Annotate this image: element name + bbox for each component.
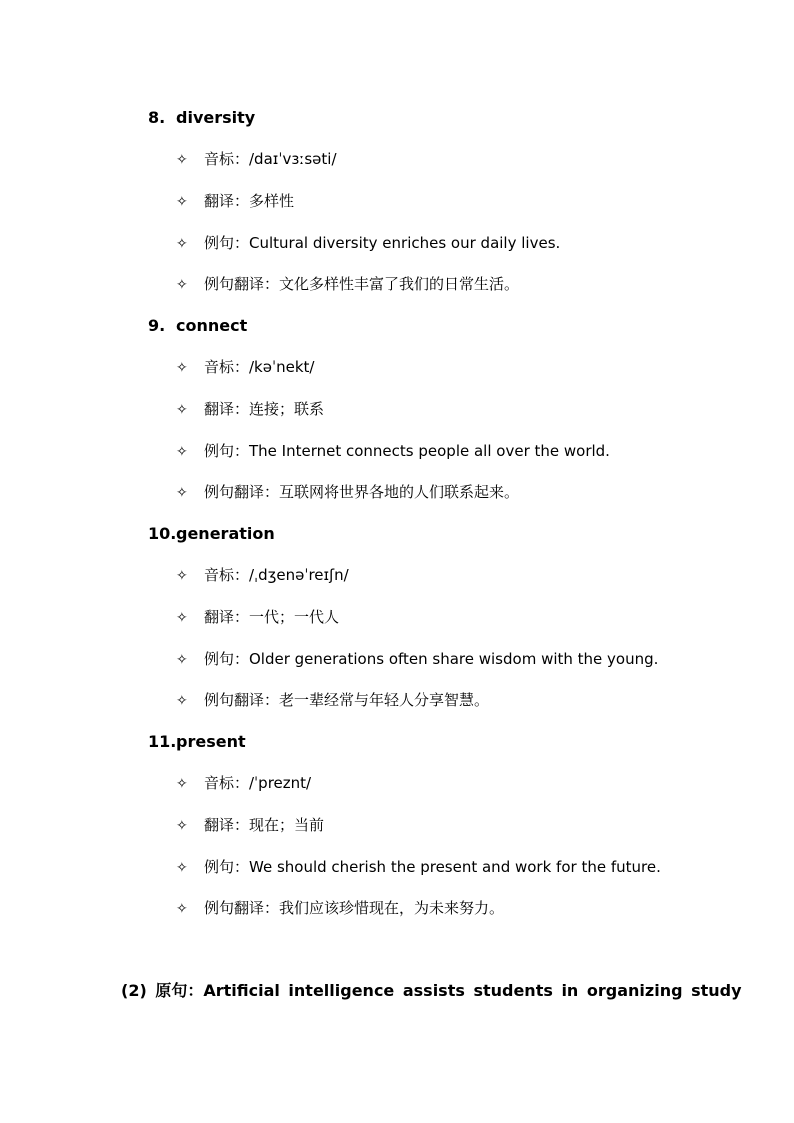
translation-text: 翻译：现在；当前 [204, 816, 325, 834]
diamond-bullet-icon: ✧ [176, 818, 188, 834]
example-translation-text: 例句翻译：文化多样性丰富了我们的日常生活。 [204, 275, 520, 293]
diamond-bullet-icon: ✧ [176, 652, 188, 668]
diamond-bullet-icon: ✧ [176, 236, 188, 252]
translation-text: 翻译：多样性 [204, 192, 295, 210]
phonetic-line [176, 565, 349, 586]
entry-word: generation [176, 524, 275, 543]
diamond-bullet-icon: ✧ [176, 568, 188, 584]
entry-word: present [176, 732, 246, 751]
example-translation-line [176, 274, 519, 295]
example-line [176, 441, 610, 462]
entry-number: 9. [148, 316, 166, 335]
entry-number: 8. [148, 108, 166, 127]
example-translation-text: 例句翻译：我们应该珍惜现在，为未来努力。 [204, 899, 505, 917]
diamond-bullet-icon: ✧ [176, 485, 188, 501]
entry-heading [148, 108, 255, 128]
translation-line [176, 191, 294, 212]
entry-word: connect [176, 316, 248, 335]
translation-line [176, 399, 324, 420]
entry-number: 11. [148, 732, 177, 751]
phonetic-text: 音标：/kəˈnekt/ [204, 358, 315, 376]
example-line [176, 233, 560, 254]
diamond-bullet-icon: ✧ [176, 402, 188, 418]
diamond-bullet-icon: ✧ [176, 152, 188, 168]
translation-text: 翻译：一代；一代人 [204, 608, 340, 626]
phonetic-line [176, 773, 311, 794]
entry-word: diversity [176, 108, 256, 127]
entry-heading [148, 524, 275, 544]
diamond-bullet-icon: ✧ [176, 693, 188, 709]
example-translation-line [176, 690, 489, 711]
original-sentence: (2) 原句：Artificial intelligence assists students in organizing study [121, 981, 742, 1000]
phonetic-text: 音标：/daɪˈvɜːsəti/ [204, 150, 337, 168]
translation-text: 翻译：连接；联系 [204, 400, 325, 418]
example-translation-text: 例句翻译：老一辈经常与年轻人分享智慧。 [204, 691, 490, 709]
diamond-bullet-icon: ✧ [176, 444, 188, 460]
entry-heading [148, 316, 247, 336]
diamond-bullet-icon: ✧ [176, 776, 188, 792]
example-line [176, 857, 661, 878]
example-translation-line [176, 482, 519, 503]
translation-line [176, 815, 324, 836]
example-text: 例句：We should cherish the present and work for the future. [204, 858, 661, 876]
phonetic-text: 音标：/ˌdʒenəˈreɪʃn/ [204, 566, 349, 584]
phonetic-line [176, 149, 337, 170]
example-translation-line [176, 898, 504, 919]
example-text: 例句：Older generations often share wisdom with the young. [204, 650, 659, 668]
diamond-bullet-icon: ✧ [176, 360, 188, 376]
diamond-bullet-icon: ✧ [176, 610, 188, 626]
example-line [176, 649, 658, 670]
phonetic-line [176, 357, 314, 378]
example-text: 例句：Cultural diversity enriches our daily lives. [204, 234, 561, 252]
diamond-bullet-icon: ✧ [176, 901, 188, 917]
entry-number: 10. [148, 524, 177, 543]
example-translation-text: 例句翻译：互联网将世界各地的人们联系起来。 [204, 483, 520, 501]
translation-line [176, 607, 339, 628]
example-text: 例句：The Internet connects people all over the world. [204, 442, 610, 460]
diamond-bullet-icon: ✧ [176, 277, 188, 293]
entry-heading [148, 732, 246, 752]
diamond-bullet-icon: ✧ [176, 860, 188, 876]
diamond-bullet-icon: ✧ [176, 194, 188, 210]
phonetic-text: 音标：/ˈpreznt/ [204, 774, 312, 792]
